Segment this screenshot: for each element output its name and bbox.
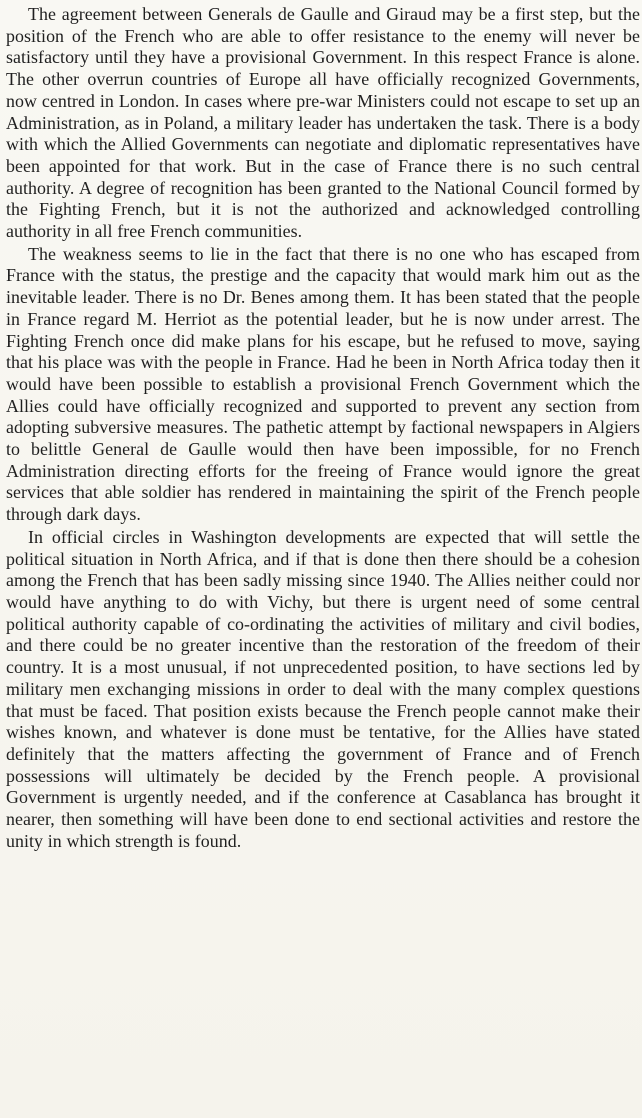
paragraph-3: In official circles in Washington developments are expected that will settle the political situation in North Africa, and if that is done then there should be a cohesion among the French that has been sadly missing since 1940. The Allies neither could nor would have anything to do with Vichy, but there is urgent need of some central political authority capable of co-ordinating the activities of military and civil bodies, and there could be no greater incentive than the restoration of the freedom of their country. It is a most unusual, if not unprecedented position, to have sections led by military men exchanging missions in order to deal with the many complex questions that must be faced. That position exists because the French people cannot make their wishes known, and whatever is done must be tentative, for the Allies have stated definitely that the matters affecting the government of France and of French possessions will ultimately be decided by the French people. A provisional Government is urgently needed, and if the conference at Casablanca has brought it nearer, then something will have been done to end sectional activities and restore the unity in which strength is found.	[6, 526, 640, 851]
paragraph-2: The weakness seems to lie in the fact that there is no one who has escaped from France with the status, the prestige and the capacity that would mark him out as the inevitable leader. There is no Dr. Benes among them. It has been stated that the people in France regard M. Herriot as the potential leader, but he is now under arrest. The Fighting French once did make plans for his escape, but he refused to move, saying that his place was with the people in France. Had he been in North Africa today then it would have been possible to establish a provisional French Government which the Allies could have officially recognized and supported to prevent any section from adopting subversive measures. The pathetic attempt by factional newspapers in Algiers to belittle General de Gaulle would then have been impossible, for no French Administration directing efforts for the freeing of France would ignore the great services that able soldier has rendered in maintaining the spirit of the French people through dark days.	[6, 243, 640, 525]
article-body	[6, 4, 640, 852]
paragraph-1: The agreement between Generals de Gaulle and Giraud may be a first step, but the position of the French who are able to offer resistance to the enemy will never be satisfactory until they have a provisional Government. In this respect France is alone. The other overrun countries of Europe all have officially recognized Governments, now centred in London. In cases where pre-war Ministers could not escape to set up an Administration, as in Poland, a military leader has undertaken the task. There is a body with which the Allied Governments can negotiate and diplomatic representatives have been appointed for that work. But in the case of France there is no such central authority. A degree of recognition has been granted to the National Council formed by the Fighting French, but it is not the authorized and acknowledged controlling authority in all free French communities.	[6, 4, 640, 242]
